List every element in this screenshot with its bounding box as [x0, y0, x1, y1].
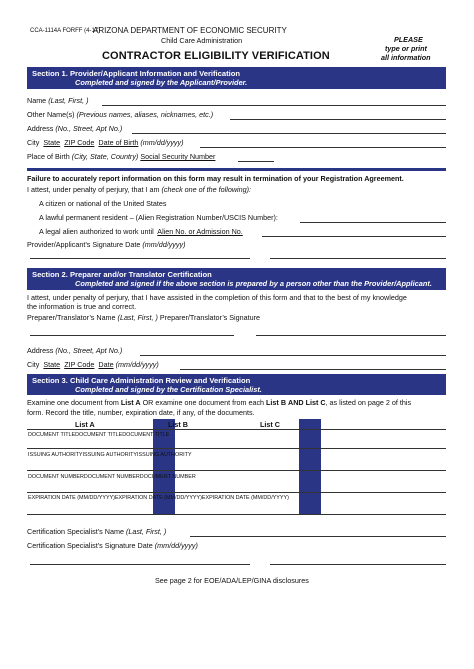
- table-row-line: [27, 514, 446, 515]
- city-row-field[interactable]: [200, 147, 446, 148]
- address-field[interactable]: [132, 133, 446, 134]
- page-title: CONTRACTOR ELIGIBILITY VERIFICATION: [102, 50, 330, 62]
- other-names-label: Other Name(s) (Previous names, aliases, nicknames, etc.): [27, 110, 214, 119]
- applicant-date-field[interactable]: [270, 258, 446, 259]
- section1-subtitle: Completed and signed by the Applicant/Provider.: [75, 78, 248, 87]
- specialist-signature-label: Certification Specialist’s Signature Date (mm/dd/yyyy): [27, 541, 198, 550]
- preparer-address-label: Address (No., Street, Apt No.): [27, 346, 123, 355]
- section1-title: Section 1. Provider/Applicant Information and Verification: [32, 69, 241, 78]
- list-a-header: List A: [75, 420, 95, 429]
- document-title-row[interactable]: DOCUMENT TITLEDOCUMENT TITLEDOCUMENT TITLE: [28, 432, 170, 438]
- section2-header: [27, 268, 446, 290]
- alien-number-field[interactable]: [262, 236, 446, 237]
- preparer-address-field[interactable]: [140, 355, 446, 356]
- expiration-date-row[interactable]: EXPIRATION DATE (MM/DD/YYYY)EXPIRATION DATE (MM/DD/YYYY)EXPIRATION DATE (MM/DD/YYYY): [28, 495, 289, 501]
- preparer-attest-1: I attest, under penalty of perjury, that I have assisted in the completion of this form and that to the best of my knowledge: [27, 293, 407, 302]
- table-row-line: [27, 448, 446, 449]
- form-code: CCA-1114A FORFF (4-17): [30, 28, 101, 34]
- section3-title: Section 3. Child Care Administration Review and Verification: [32, 376, 251, 385]
- name-label: Name (Last, First, ): [27, 96, 89, 105]
- specialist-name-label: Certification Specialist’s Name (Last, First, ): [27, 527, 167, 536]
- alien-registration-field[interactable]: [300, 222, 446, 223]
- footer-note: See page 2 for EOE/ADA/LEP/GINA disclosures: [155, 576, 309, 585]
- preparer-name-label: Preparer/Translator’s Name (Last, First, ) Preparer/Translator’s Signature: [27, 313, 261, 322]
- agency-name: ARIZONA DEPARTMENT OF ECONOMIC SECURITY: [93, 26, 287, 35]
- issuing-authority-row[interactable]: ISSUING AUTHORITYISSUING AUTHORITYISSUING AUTHORITY: [28, 452, 192, 458]
- review-instructions-2: form. Record the title, number, expiration date, if any, of the documents.: [27, 408, 255, 417]
- preparer-signature-field[interactable]: [256, 335, 446, 336]
- section1-header: [27, 67, 446, 89]
- warning-text: Failure to accurately report information on this form may result in termination of your Registration Agreement.: [27, 174, 404, 183]
- pob-label: Place of Birth (City, State, Country) Social Security Number: [27, 152, 216, 161]
- option-permanent-resident[interactable]: A lawful permanent resident – (Alien Registration Number/USCIS Number):: [39, 213, 278, 222]
- section3-subtitle: Completed and signed by the Certification Specialist.: [75, 385, 262, 394]
- document-table: [27, 419, 446, 515]
- print-note-1: PLEASE: [394, 35, 423, 44]
- preparer-attest-2: the information is true and correct.: [27, 302, 137, 311]
- preparer-city-label: City State ZIP Code Date (mm/dd/yyyy): [27, 360, 159, 369]
- name-field[interactable]: [102, 105, 446, 106]
- table-row-line: [27, 470, 446, 471]
- option-legal-alien[interactable]: A legal alien authorized to work until Alien No. or Admission No.: [39, 227, 243, 236]
- table-row-line: [27, 429, 446, 430]
- document-number-row[interactable]: DOCUMENT NUMBERDOCUMENT NUMBERDOCUMENT NUMBER: [28, 474, 196, 480]
- specialist-name-field[interactable]: [190, 536, 446, 537]
- preparer-name-field[interactable]: [30, 335, 234, 336]
- table-row-line: [27, 492, 446, 493]
- other-names-field[interactable]: [230, 119, 446, 120]
- applicant-signature-label: Provider/Applicant’s Signature Date (mm/dd/yyyy): [27, 240, 186, 249]
- review-instructions-1: Examine one document from List A OR examine one document from each List B AND List C, as listed on page 2 of this: [27, 398, 412, 407]
- applicant-signature-field[interactable]: [30, 258, 250, 259]
- option-citizen[interactable]: A citizen or national of the United States: [39, 199, 167, 208]
- section2-subtitle: Completed and signed if the above section is prepared by a person other than the Provider/Applicant.: [75, 279, 432, 288]
- print-note-2: type or print: [385, 44, 427, 53]
- list-b-header: List B: [168, 420, 188, 429]
- specialist-date-field[interactable]: [270, 564, 446, 565]
- section2-title: Section 2. Preparer and/or Translator Certification: [32, 270, 212, 279]
- attest-line: I attest, under penalty of perjury, that I am (check one of the following):: [27, 185, 252, 194]
- preparer-city-field[interactable]: [180, 369, 446, 370]
- column-divider-b: [299, 419, 321, 515]
- specialist-signature-field[interactable]: [30, 564, 250, 565]
- section3-header: [27, 374, 446, 395]
- division-name: Child Care Administration: [161, 36, 243, 45]
- print-note-3: all information: [381, 53, 431, 62]
- ssn-field[interactable]: [238, 161, 274, 162]
- city-row-label: City State ZIP Code Date of Birth (mm/dd/yyyy): [27, 138, 184, 147]
- address-label: Address (No., Street, Apt No.): [27, 124, 123, 133]
- divider: [27, 168, 446, 171]
- list-c-header: List C: [260, 420, 280, 429]
